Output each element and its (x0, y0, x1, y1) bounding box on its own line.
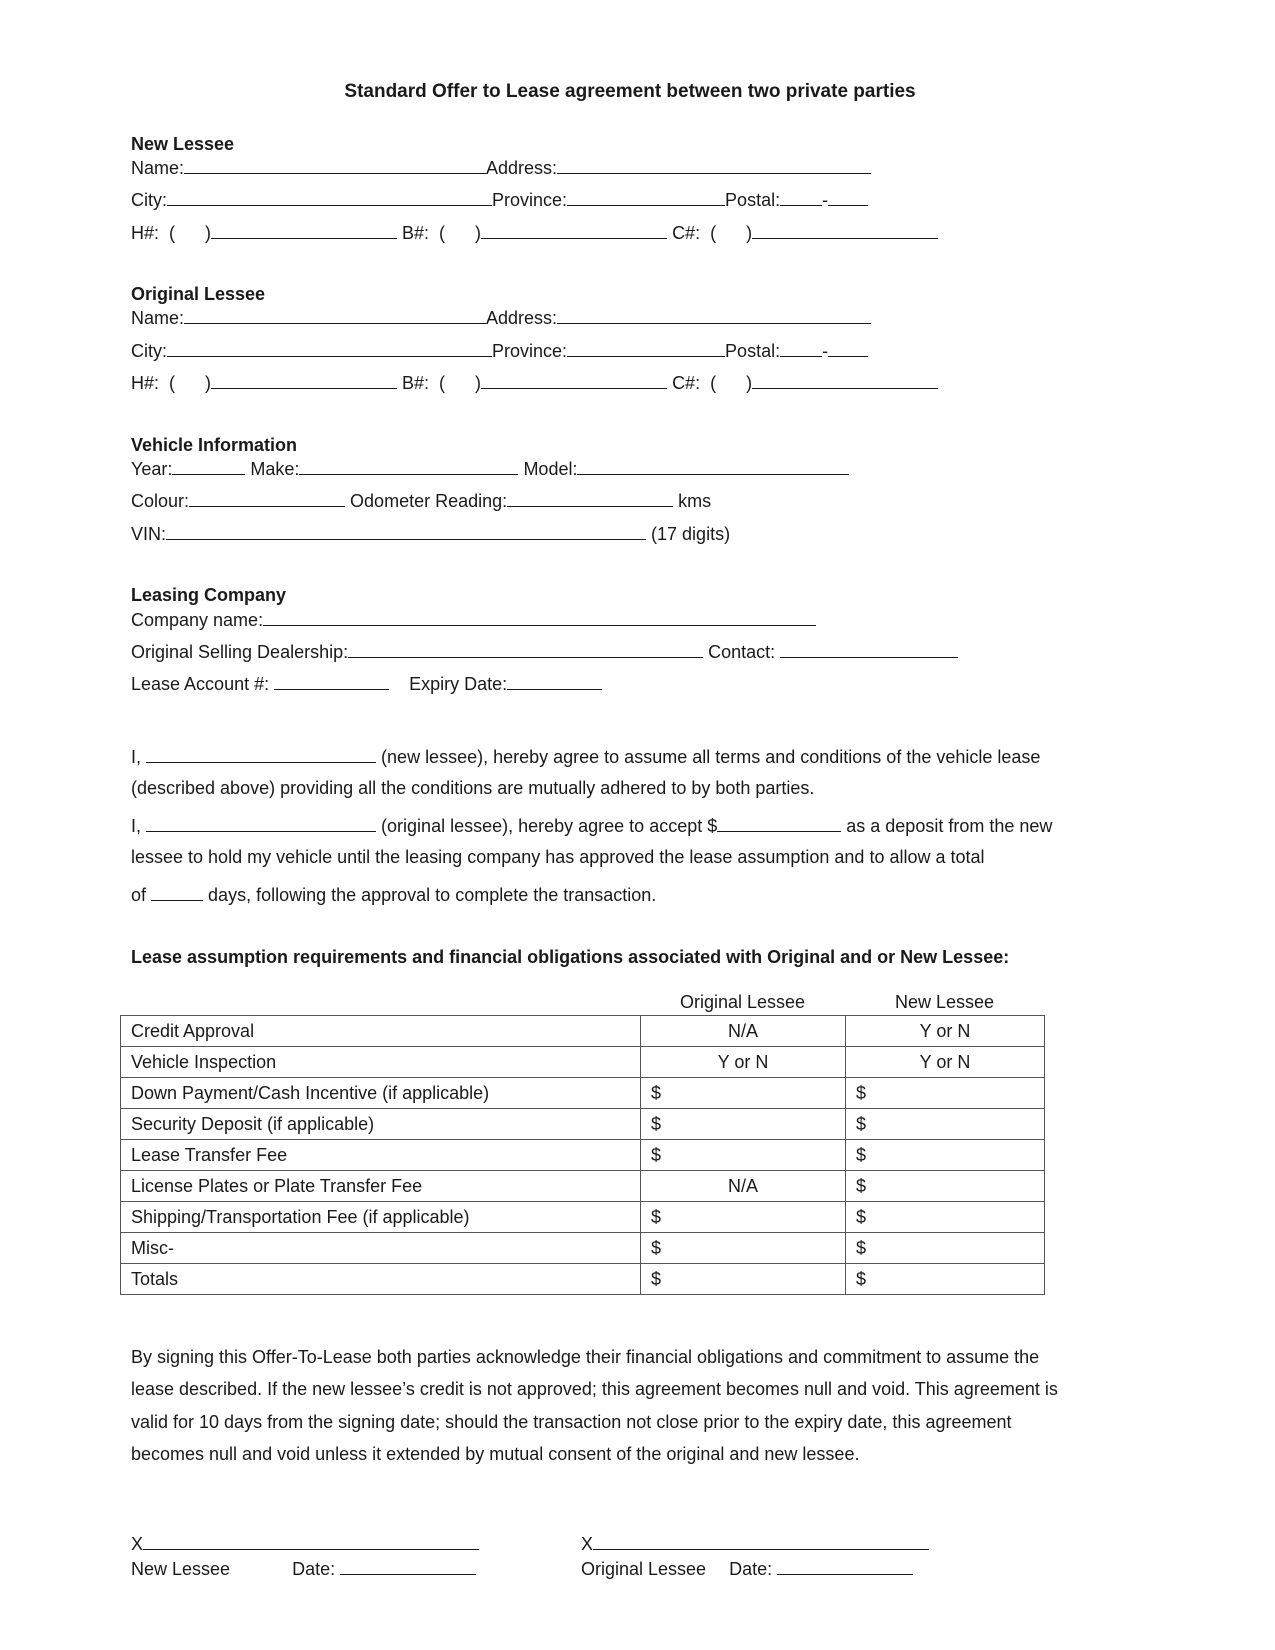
leasing-expiry-label: Expiry Date: (409, 674, 508, 694)
original-lessee-city-label: City: (131, 341, 167, 361)
new-lessee-business-field[interactable] (481, 221, 667, 239)
original-lessee-signature-label: Original Lessee (581, 1559, 707, 1579)
new-lessee-heading: New Lessee (131, 134, 235, 154)
original-lessee-province-field[interactable] (567, 339, 725, 357)
original-lessee-name-field[interactable] (184, 306, 486, 324)
agreement-p2-line1 (131, 814, 1052, 837)
original-lessee-business-label: B#: ( ) (402, 373, 482, 393)
original-lessee-name-label: Name: (131, 308, 185, 328)
vehicle-row-2 (131, 489, 711, 512)
vehicle-model-field[interactable] (577, 457, 849, 475)
new-lessee-home-field[interactable] (211, 221, 397, 239)
requirement-label: Vehicle Inspection (121, 1047, 641, 1078)
closing-line-4: becomes null and void unless it extended by mutual consent of the original and new lessee. (131, 1444, 860, 1464)
requirements-heading: Lease assumption requirements and financial obligations associated with Original and or New Lessee: (131, 947, 1010, 967)
original-lessee-date-label: Date: (729, 1559, 773, 1579)
vehicle-heading: Vehicle Information (131, 435, 298, 455)
agreement-p1-line2: (described above) providing all the conditions are mutually adhered to by both parties. (131, 778, 815, 798)
leasing-heading: Leasing Company (131, 585, 287, 605)
original-lessee-x-mark: X (581, 1534, 594, 1554)
table-row (121, 1140, 1045, 1171)
new-lessee-cell[interactable]: $ (846, 1140, 1045, 1171)
leasing-contact-label: Contact: (708, 642, 776, 662)
original-lessee-signature-row (581, 1532, 929, 1555)
original-lessee-date-field[interactable] (777, 1557, 913, 1575)
vehicle-make-label: Make: (250, 459, 300, 479)
new-lessee-address-label: Address: (486, 158, 558, 178)
original-lessee-cell[interactable]: $ (641, 1078, 846, 1109)
new-lessee-signature-labels (131, 1557, 476, 1580)
new-lessee-signature-field[interactable] (143, 1532, 479, 1550)
table-row (121, 1171, 1045, 1202)
original-lessee-cell[interactable]: $ (641, 1264, 846, 1295)
original-lessee-postal-dash: - (822, 341, 829, 361)
new-lessee-cell[interactable]: $ (846, 1109, 1045, 1140)
original-lessee-heading: Original Lessee (131, 284, 266, 304)
original-lessee-cell-label: C#: ( ) (672, 373, 753, 393)
new-lessee-date-field[interactable] (340, 1557, 476, 1575)
agreement-deposit-field[interactable] (717, 814, 841, 832)
agreement-original-lessee-name-field[interactable] (146, 814, 376, 832)
new-lessee-x-mark: X (131, 1534, 144, 1554)
document-title: Standard Offer to Lease agreement between two private parties (344, 81, 916, 102)
leasing-expiry-field[interactable] (507, 672, 602, 690)
original-lessee-cell[interactable]: $ (641, 1233, 846, 1264)
requirement-label: Shipping/Transportation Fee (if applicable) (121, 1202, 641, 1233)
closing-line-3: valid for 10 days from the signing date; should the transaction not close prior to the expiry date, this agreement (131, 1412, 1012, 1432)
new-lessee-business-label: B#: ( ) (402, 223, 482, 243)
original-lessee-cell-field[interactable] (752, 371, 938, 389)
original-lessee-cell[interactable]: $ (641, 1109, 846, 1140)
new-lessee-province-field[interactable] (567, 188, 725, 206)
requirement-label: Down Payment/Cash Incentive (if applicable) (121, 1078, 641, 1109)
closing-line-2: lease described. If the new lessee’s credit is not approved; this agreement becomes null and void. This agreement is (131, 1379, 1058, 1399)
new-lessee-postal-label: Postal: (725, 190, 781, 210)
new-lessee-cell[interactable]: $ (846, 1171, 1045, 1202)
new-lessee-cell[interactable]: $ (846, 1202, 1045, 1233)
new-lessee-province-label: Province: (492, 190, 568, 210)
vehicle-vin-label: VIN: (131, 524, 167, 544)
leasing-company-field[interactable] (263, 608, 816, 626)
agreement-p2-text-rest: as a deposit from the new (846, 816, 1053, 836)
vehicle-vin-field[interactable] (166, 522, 646, 540)
table-row (121, 1264, 1045, 1295)
vehicle-row-1 (131, 457, 849, 480)
table-row (121, 1233, 1045, 1264)
new-lessee-city-label: City: (131, 190, 167, 210)
agreement-new-lessee-name-field[interactable] (146, 745, 376, 763)
requirement-label: Lease Transfer Fee (121, 1140, 641, 1171)
new-lessee-cell[interactable]: $ (846, 1264, 1045, 1295)
new-lessee-cell-label: C#: ( ) (672, 223, 753, 243)
agreement-p2-days-text: days, following the approval to complete the transaction. (208, 885, 657, 905)
requirement-label: Totals (121, 1264, 641, 1295)
original-lessee-cell[interactable]: N/A (641, 1016, 846, 1047)
leasing-dealership-field[interactable] (348, 640, 703, 658)
requirement-label: Credit Approval (121, 1016, 641, 1047)
original-lessee-cell[interactable]: N/A (641, 1171, 846, 1202)
vehicle-colour-field[interactable] (189, 489, 345, 507)
requirement-label: Misc- (121, 1233, 641, 1264)
new-lessee-name-label: Name: (131, 158, 185, 178)
new-lessee-address-field[interactable] (557, 156, 871, 174)
original-lessee-address-field[interactable] (557, 306, 871, 324)
requirement-label: License Plates or Plate Transfer Fee (121, 1171, 641, 1202)
leasing-company-label: Company name: (131, 610, 264, 630)
new-lessee-cell[interactable]: Y or N (846, 1016, 1045, 1047)
original-lessee-postal-field-1[interactable] (780, 339, 822, 357)
table-row (121, 1047, 1045, 1078)
new-lessee-name-field[interactable] (184, 156, 486, 174)
new-lessee-cell-field[interactable] (752, 221, 938, 239)
agreement-p2-i: I, (131, 816, 142, 836)
new-lessee-city-row (131, 188, 868, 211)
new-lessee-cell[interactable]: $ (846, 1078, 1045, 1109)
agreement-days-field[interactable] (151, 883, 203, 901)
original-lessee-name-row (131, 306, 871, 329)
vehicle-row-3 (131, 522, 730, 545)
leasing-contact-field[interactable] (780, 640, 958, 658)
table-row (121, 1016, 1045, 1047)
new-lessee-postal-field-2[interactable] (828, 188, 868, 206)
original-lessee-signature-labels (581, 1557, 913, 1580)
vehicle-odometer-label: Odometer Reading: (350, 491, 508, 511)
original-lessee-city-row (131, 339, 868, 362)
new-lessee-cell[interactable]: $ (846, 1233, 1045, 1264)
original-lessee-postal-field-2[interactable] (828, 339, 868, 357)
vehicle-odometer-field[interactable] (507, 489, 673, 507)
new-lessee-name-row (131, 156, 871, 179)
table-row (121, 1078, 1045, 1109)
requirement-label: Security Deposit (if applicable) (121, 1109, 641, 1140)
new-lessee-signature-row (131, 1532, 479, 1555)
table-row (121, 1109, 1045, 1140)
agreement-p2-text: (original lessee), hereby agree to accept $ (381, 816, 718, 836)
original-lessee-address-label: Address: (486, 308, 558, 328)
requirements-table (120, 1015, 1045, 1295)
original-lessee-cell[interactable]: $ (641, 1202, 846, 1233)
leasing-row-1 (131, 608, 816, 631)
leasing-dealership-label: Original Selling Dealership: (131, 642, 349, 662)
vehicle-year-field[interactable] (172, 457, 245, 475)
table-row (121, 1202, 1045, 1233)
original-lessee-city-field[interactable] (167, 339, 492, 357)
original-lessee-home-label: H#: ( ) (131, 373, 212, 393)
vehicle-model-label: Model: (523, 459, 578, 479)
new-lessee-postal-field-1[interactable] (780, 188, 822, 206)
leasing-row-2 (131, 640, 958, 663)
agreement-p2-of: of (131, 885, 147, 905)
new-lessee-city-field[interactable] (167, 188, 492, 206)
column-header-original-lessee: Original Lessee (679, 992, 806, 1012)
original-lessee-phone-row (131, 371, 938, 394)
original-lessee-signature-field[interactable] (593, 1532, 929, 1550)
agreement-p1-text: (new lessee), hereby agree to assume all terms and conditions of the vehicle lease (381, 747, 1041, 767)
vehicle-vin-note: (17 digits) (651, 524, 731, 544)
column-header-new-lessee: New Lessee (894, 992, 995, 1012)
original-lessee-business-field[interactable] (481, 371, 667, 389)
new-lessee-home-label: H#: ( ) (131, 223, 212, 243)
vehicle-year-label: Year: (131, 459, 173, 479)
closing-line-1: By signing this Offer-To-Lease both parties acknowledge their financial obligations and commitment to assume the (131, 1347, 1040, 1367)
original-lessee-postal-label: Postal: (725, 341, 781, 361)
vehicle-make-field[interactable] (299, 457, 518, 475)
original-lessee-province-label: Province: (492, 341, 568, 361)
new-lessee-postal-dash: - (822, 190, 829, 210)
original-lessee-cell[interactable]: Y or N (641, 1047, 846, 1078)
leasing-row-3 (131, 672, 602, 695)
vehicle-kms-label: kms (678, 491, 712, 511)
original-lessee-home-field[interactable] (211, 371, 397, 389)
leasing-account-label: Lease Account #: (131, 674, 270, 694)
agreement-p1-line1 (131, 745, 1040, 768)
new-lessee-phone-row (131, 221, 938, 244)
new-lessee-date-label: Date: (292, 1559, 336, 1579)
original-lessee-cell[interactable]: $ (641, 1140, 846, 1171)
leasing-account-field[interactable] (274, 672, 389, 690)
agreement-p2-line2: lessee to hold my vehicle until the leasing company has approved the lease assumption and to allow a total (131, 847, 985, 867)
agreement-p2-line3 (131, 883, 656, 906)
new-lessee-cell[interactable]: Y or N (846, 1047, 1045, 1078)
vehicle-colour-label: Colour: (131, 491, 190, 511)
new-lessee-signature-label: New Lessee (131, 1559, 231, 1579)
agreement-p1-i: I, (131, 747, 142, 767)
